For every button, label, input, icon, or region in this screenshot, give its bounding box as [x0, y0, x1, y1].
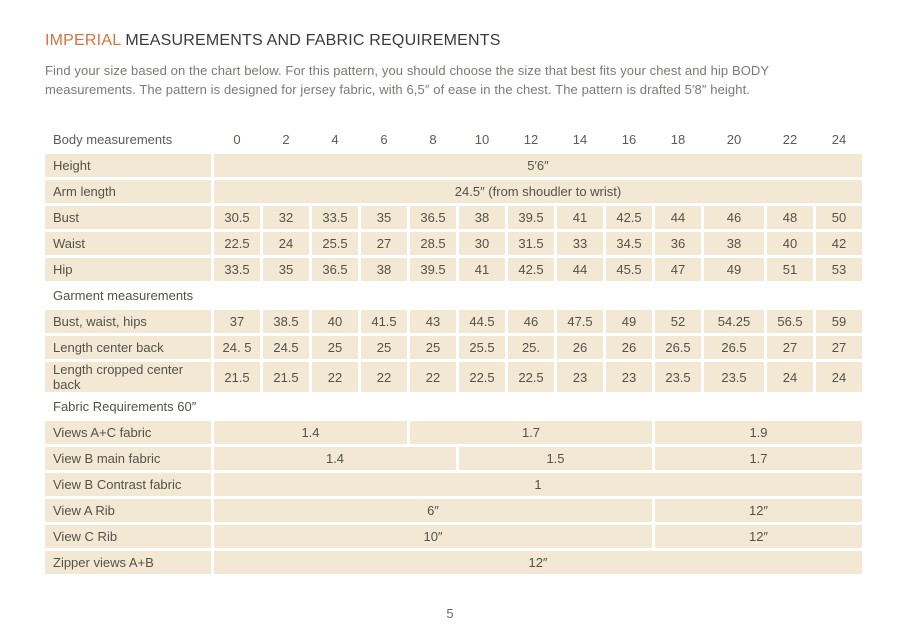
measurement-cell: 39.5: [508, 206, 554, 229]
measurement-cell: 42.5: [508, 258, 554, 281]
title-rest: MEASUREMENTS AND FABRIC REQUIREMENTS: [120, 32, 501, 49]
page-title: [45, 32, 501, 50]
measurement-cell: 22.5: [508, 362, 554, 392]
measurement-cell: 24: [263, 232, 309, 255]
row-label: View B main fabric: [45, 447, 211, 470]
measurement-cell: 46: [704, 206, 764, 229]
table-header-row: [45, 128, 862, 151]
measurement-row: [45, 154, 862, 177]
measurement-cell: 31.5: [508, 232, 554, 255]
measurement-cell: 5′6″: [214, 154, 862, 177]
size-column-header: 22: [782, 132, 798, 147]
measurement-cell: 27: [767, 336, 813, 359]
measurement-cell: 44.5: [459, 310, 505, 333]
measurement-row: [45, 525, 862, 548]
measurement-cell: 32: [263, 206, 309, 229]
measurement-cell: 12″: [655, 499, 862, 522]
row-label: Height: [45, 154, 211, 177]
measurement-cell: 1.7: [655, 447, 862, 470]
measurement-cell: 23: [606, 362, 652, 392]
measurement-cell: 23: [557, 362, 603, 392]
row-label: Bust: [45, 206, 211, 229]
measurement-cell: 36.5: [312, 258, 358, 281]
measurement-cell: 26.5: [704, 336, 764, 359]
measurement-cell: 47: [655, 258, 701, 281]
size-column-header: 14: [572, 132, 588, 147]
measurement-row: [45, 180, 862, 203]
size-column-header: 0: [233, 132, 241, 147]
measurement-cell: 54.25: [704, 310, 764, 333]
measurement-cell: 1.7: [410, 421, 652, 444]
row-label: Hip: [45, 258, 211, 281]
intro-line-2: measurements. The pattern is designed for jersey fabric, with 6,5″ of ease in the chest. The pattern is drafted 5′8″ height.: [45, 82, 750, 97]
measurement-cell: 22: [312, 362, 358, 392]
size-column-header: 6: [380, 132, 388, 147]
section-label: Garment measurements: [53, 288, 194, 303]
measurement-cell: 44: [557, 258, 603, 281]
measurement-row: [45, 232, 862, 255]
measurement-cell: 30: [459, 232, 505, 255]
measurement-cell: 1.5: [459, 447, 652, 470]
measurement-cell: 22: [361, 362, 407, 392]
measurement-cell: 25.: [508, 336, 554, 359]
measurement-row: [45, 473, 862, 496]
measurement-cell: 24.5: [263, 336, 309, 359]
size-column-header: 24: [831, 132, 847, 147]
measurement-cell: 49: [704, 258, 764, 281]
measurement-cell: 38: [459, 206, 505, 229]
measurement-row: [45, 362, 862, 392]
measurement-cell: 45.5: [606, 258, 652, 281]
size-column-header: 18: [670, 132, 686, 147]
measurement-cell: 22: [410, 362, 456, 392]
measurement-cell: 41: [459, 258, 505, 281]
size-column-header: 20: [726, 132, 742, 147]
row-label: View C Rib: [45, 525, 211, 548]
measurement-cell: 52: [655, 310, 701, 333]
measurement-cell: 12″: [655, 525, 862, 548]
measurement-row: [45, 421, 862, 444]
size-column-header: 10: [474, 132, 490, 147]
measurement-cell: 26: [606, 336, 652, 359]
measurement-cell: 23.5: [704, 362, 764, 392]
measurement-cell: 44: [655, 206, 701, 229]
measurement-cell: 25: [410, 336, 456, 359]
size-column-header: 12: [523, 132, 539, 147]
measurement-row: [45, 551, 862, 574]
measurement-cell: 40: [767, 232, 813, 255]
measurement-cell: 46: [508, 310, 554, 333]
section-row: [45, 395, 862, 418]
measurement-cell: 25.5: [312, 232, 358, 255]
measurement-cell: 41: [557, 206, 603, 229]
measurement-cell: 33.5: [312, 206, 358, 229]
measurement-cell: 42: [816, 232, 862, 255]
row-label: Length center back: [45, 336, 211, 359]
measurement-cell: 26.5: [655, 336, 701, 359]
measurement-cell: 1.4: [214, 447, 456, 470]
title-highlight: IMPERIAL: [45, 32, 121, 49]
measurement-cell: 22.5: [214, 232, 260, 255]
header-label: Body measurements: [53, 132, 173, 147]
row-label: Views A+C fabric: [45, 421, 211, 444]
row-label: Bust, waist, hips: [45, 310, 211, 333]
measurement-cell: 25: [312, 336, 358, 359]
size-column-header: 4: [331, 132, 339, 147]
size-column-header: 16: [621, 132, 637, 147]
measurement-cell: 22.5: [459, 362, 505, 392]
measurement-cell: 38: [704, 232, 764, 255]
measurement-row: [45, 336, 862, 359]
measurement-cell: 49: [606, 310, 652, 333]
measurement-cell: 24. 5: [214, 336, 260, 359]
intro-text: [45, 61, 769, 99]
measurement-cell: 42.5: [606, 206, 652, 229]
row-label: View A Rib: [45, 499, 211, 522]
measurement-row: [45, 206, 862, 229]
measurement-cell: 59: [816, 310, 862, 333]
measurement-cell: 56.5: [767, 310, 813, 333]
measurement-cell: 24: [767, 362, 813, 392]
row-label: Zipper views A+B: [45, 551, 211, 574]
measurement-cell: 21.5: [263, 362, 309, 392]
measurement-cell: 53: [816, 258, 862, 281]
measurement-cell: 39.5: [410, 258, 456, 281]
page-number: 5: [446, 606, 454, 621]
measurement-cell: 30.5: [214, 206, 260, 229]
measurement-cell: 27: [361, 232, 407, 255]
row-label: Arm length: [45, 180, 211, 203]
measurement-table: [42, 125, 865, 577]
measurement-cell: 33: [557, 232, 603, 255]
measurement-cell: 34.5: [606, 232, 652, 255]
measurement-row: [45, 258, 862, 281]
measurement-cell: 50: [816, 206, 862, 229]
measurement-cell: 12″: [214, 551, 862, 574]
measurement-row: [45, 499, 862, 522]
measurement-cell: 26: [557, 336, 603, 359]
measurement-cell: 24.5″ (from shoudler to wrist): [214, 180, 862, 203]
measurement-cell: 21.5: [214, 362, 260, 392]
measurement-cell: 1: [214, 473, 862, 496]
measurement-cell: 37: [214, 310, 260, 333]
measurement-cell: 1.4: [214, 421, 407, 444]
measurement-cell: 24: [816, 362, 862, 392]
measurement-cell: 1.9: [655, 421, 862, 444]
section-label: Fabric Requirements 60″: [53, 399, 197, 414]
measurement-row: [45, 310, 862, 333]
row-label: Waist: [45, 232, 211, 255]
measurement-cell: 48: [767, 206, 813, 229]
size-column-header: 8: [429, 132, 437, 147]
measurement-cell: 25: [361, 336, 407, 359]
size-column-header: 2: [282, 132, 290, 147]
row-label: View B Contrast fabric: [45, 473, 211, 496]
measurement-cell: 43: [410, 310, 456, 333]
measurement-cell: 25.5: [459, 336, 505, 359]
intro-line-1: Find your size based on the chart below. For this pattern, you should choose the size that best fits your chest and hip BODY: [45, 63, 770, 78]
measurement-cell: 40: [312, 310, 358, 333]
measurement-cell: 35: [263, 258, 309, 281]
measurement-cell: 28.5: [410, 232, 456, 255]
measurement-cell: 38.5: [263, 310, 309, 333]
measurement-cell: 38: [361, 258, 407, 281]
measurement-cell: 41.5: [361, 310, 407, 333]
measurement-cell: 6″: [214, 499, 652, 522]
measurement-cell: 27: [816, 336, 862, 359]
row-label: Length cropped center back: [45, 362, 211, 392]
measurement-cell: 33.5: [214, 258, 260, 281]
measurement-cell: 36.5: [410, 206, 456, 229]
measurement-cell: 36: [655, 232, 701, 255]
section-row: [45, 284, 862, 307]
measurement-cell: 51: [767, 258, 813, 281]
measurement-cell: 35: [361, 206, 407, 229]
measurement-cell: 10″: [214, 525, 652, 548]
measurement-row: [45, 447, 862, 470]
measurement-cell: 47.5: [557, 310, 603, 333]
measurement-cell: 23.5: [655, 362, 701, 392]
